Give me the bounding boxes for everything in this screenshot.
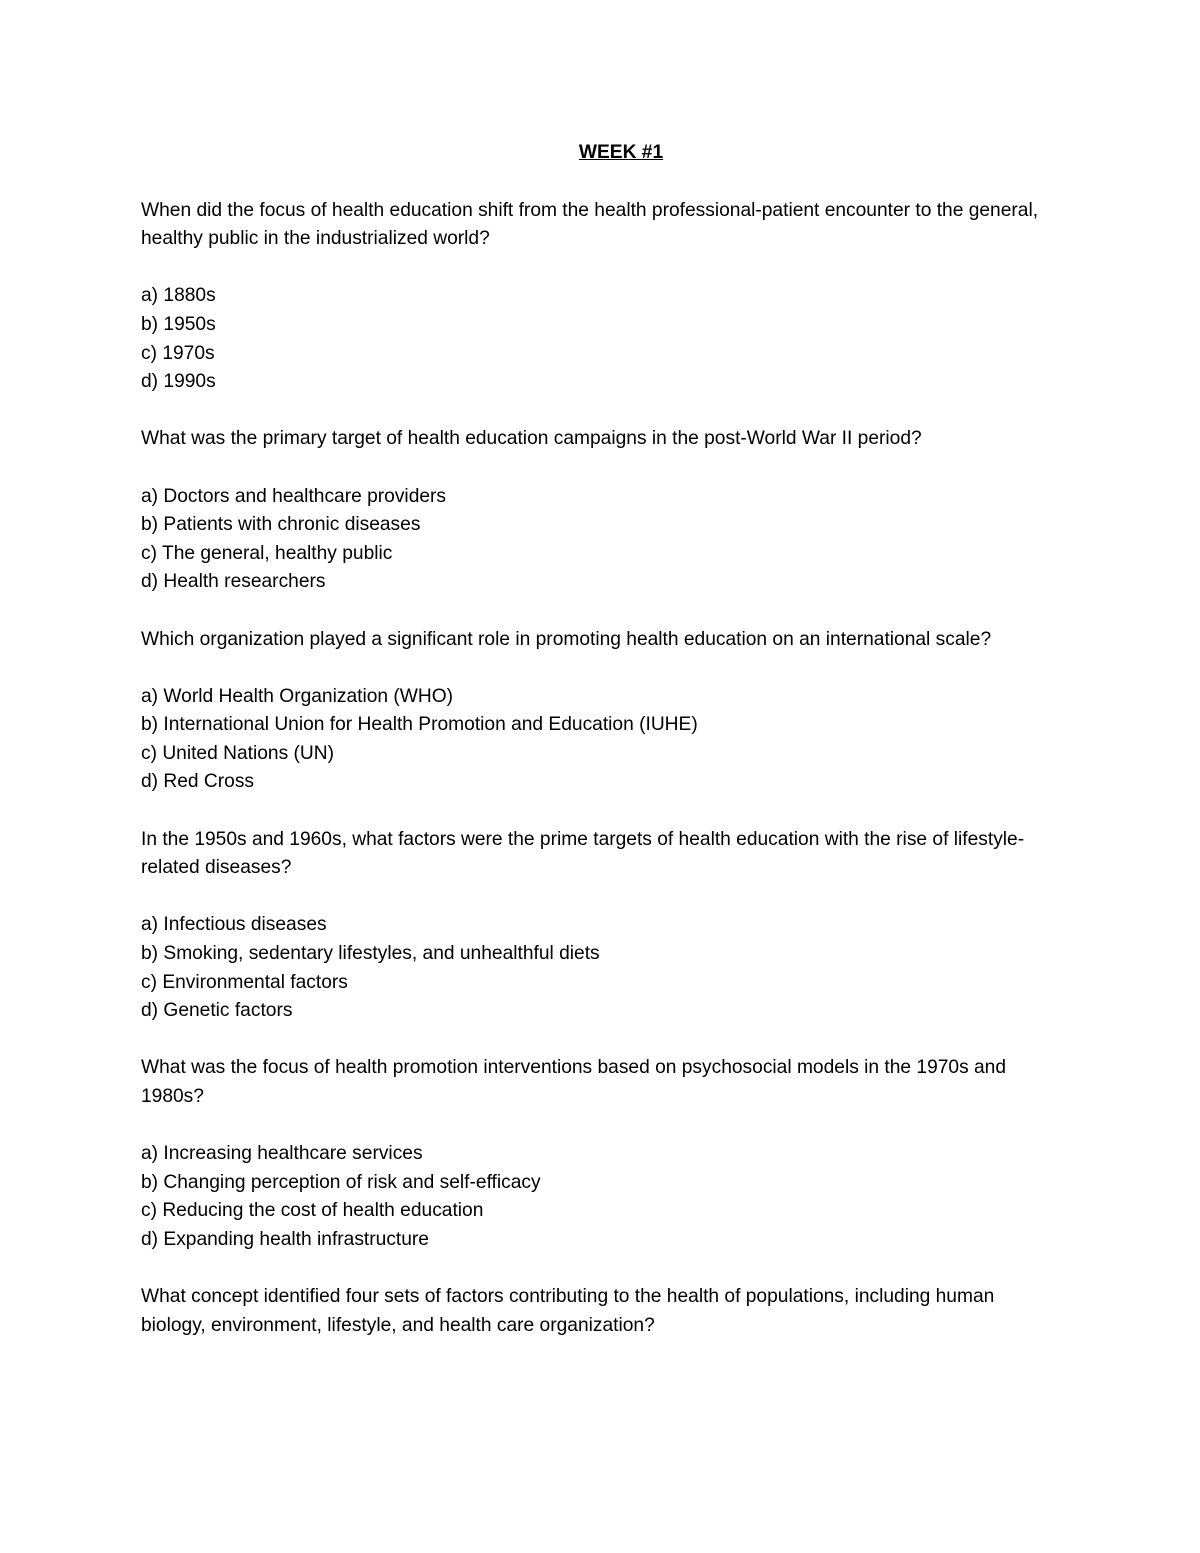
question-text: Which organization played a significant role in promoting health education on an international scale?	[141, 628, 992, 650]
option-item: d) Expanding health infrastructure	[141, 1228, 429, 1250]
option-list	[141, 282, 1061, 396]
option-item: a) 1880s	[141, 285, 216, 307]
option-item: c) 1970s	[141, 342, 215, 364]
option-item: d) 1990s	[141, 371, 216, 393]
option-list	[141, 911, 1061, 1025]
question-text: What concept identified four sets of factors contributing to the health of populations, including human biology, environment, lifestyle, and health care organization?	[141, 1286, 995, 1336]
page-title: WEEK #1	[578, 142, 664, 163]
option-item: b) 1950s	[141, 313, 216, 335]
question-block-4	[141, 826, 1061, 1026]
option-item: d) Health researchers	[141, 571, 326, 593]
question-block-6	[141, 1283, 1061, 1340]
option-list	[141, 683, 1061, 797]
question-text: What was the primary target of health education campaigns in the post-World War II period?	[141, 428, 922, 450]
option-item: d) Red Cross	[141, 771, 255, 793]
option-item: c) Environmental factors	[141, 971, 348, 993]
option-item: a) Increasing healthcare services	[141, 1143, 423, 1165]
option-item: a) Infectious diseases	[141, 914, 327, 936]
option-item: b) International Union for Health Promotion and Education (IUHE)	[141, 714, 698, 736]
option-item: d) Genetic factors	[141, 1000, 293, 1022]
option-item: a) World Health Organization (WHO)	[141, 685, 454, 707]
question-block-1	[141, 197, 1061, 397]
option-item: c) Reducing the cost of health education	[141, 1200, 484, 1222]
question-block-2	[141, 425, 1061, 597]
question-block-5	[141, 1054, 1061, 1254]
option-item: b) Changing perception of risk and self-efficacy	[141, 1171, 541, 1193]
question-text: When did the focus of health education shift from the health professional-patient encounter to the general, healthy public in the industrialized world?	[141, 199, 1039, 250]
option-item: b) Smoking, sedentary lifestyles, and unhealthful diets	[141, 943, 600, 965]
question-text: What was the focus of health promotion interventions based on psychosocial models in the 1970s and 1980s?	[141, 1057, 1007, 1107]
document-content	[141, 139, 1061, 1369]
option-list	[141, 483, 1061, 597]
question-text: In the 1950s and 1960s, what factors were the prime targets of health education with the rise of lifestyle-related diseases?	[141, 828, 1025, 879]
option-list	[141, 1140, 1061, 1254]
option-item: b) Patients with chronic diseases	[141, 514, 421, 536]
option-item: c) United Nations (UN)	[141, 742, 334, 764]
option-item: c) The general, healthy public	[141, 542, 393, 564]
option-item: a) Doctors and healthcare providers	[141, 485, 447, 507]
question-block-3	[141, 626, 1061, 798]
